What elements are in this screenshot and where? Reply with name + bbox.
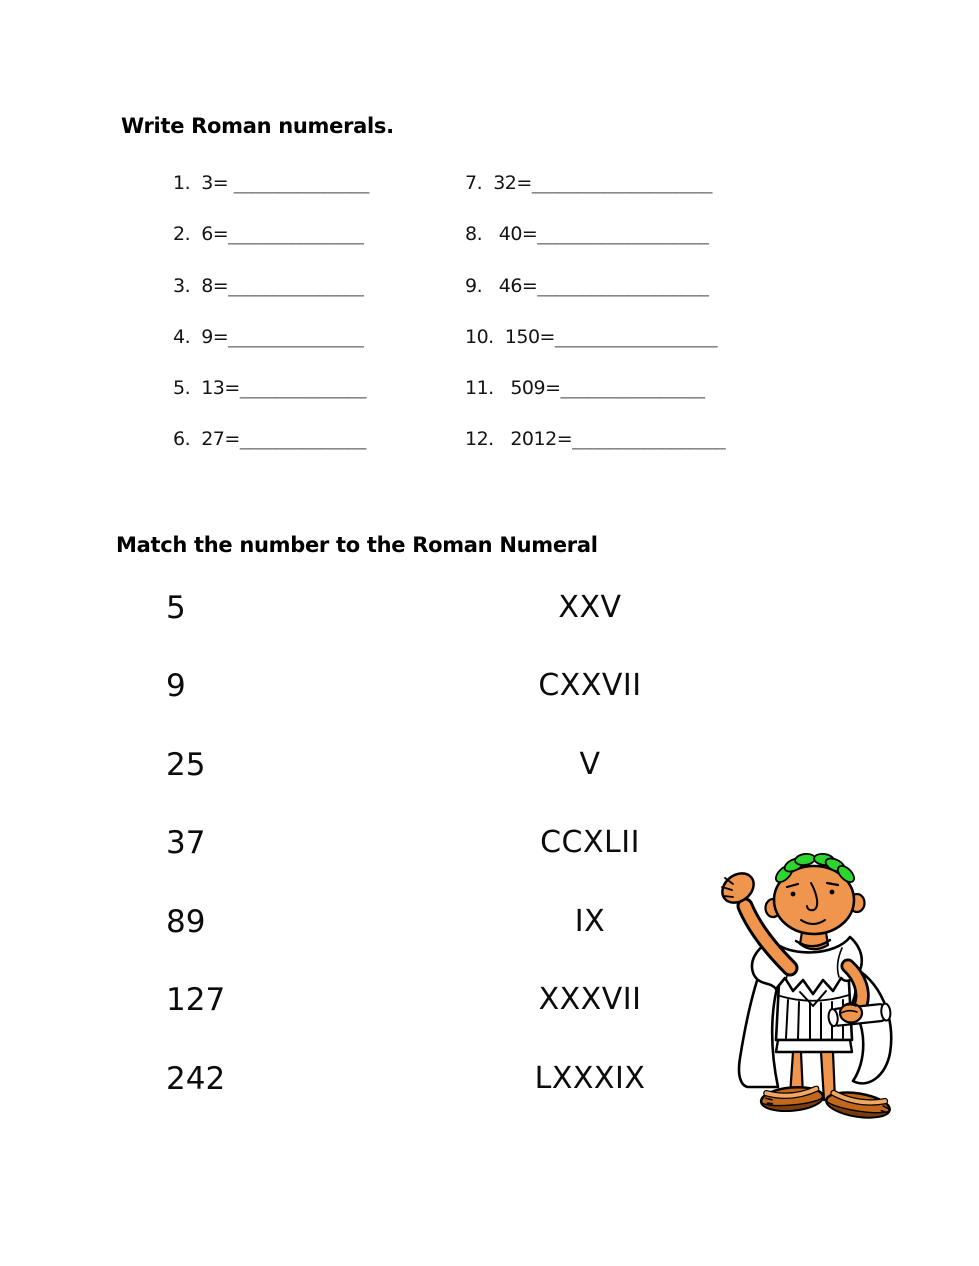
item-blank-line: _________________ bbox=[572, 428, 726, 450]
match-number: 5 bbox=[166, 590, 186, 626]
match-roman-numeral: IX bbox=[574, 904, 606, 939]
item-blank-line: ___________________ bbox=[537, 275, 709, 297]
match-number: 25 bbox=[166, 747, 206, 783]
item-blank-line: ___________________ bbox=[537, 223, 709, 245]
write-item-9 bbox=[465, 277, 708, 296]
write-item-8 bbox=[465, 225, 708, 244]
item-blank-line: _______________ bbox=[233, 172, 369, 194]
item-label: 3. 8= bbox=[173, 275, 229, 297]
item-label: 12. 2012= bbox=[465, 428, 573, 450]
item-label: 7. 32= bbox=[465, 172, 532, 194]
match-roman-numeral: XXV bbox=[558, 590, 622, 625]
item-blank-line: __________________ bbox=[554, 326, 717, 348]
sandal-left bbox=[760, 1085, 824, 1113]
item-blank-line: ________________ bbox=[560, 377, 705, 399]
write-item-4 bbox=[173, 328, 363, 347]
item-blank-line: _______________ bbox=[228, 275, 364, 297]
write-item-3 bbox=[173, 277, 363, 296]
match-roman-numeral: V bbox=[579, 747, 601, 782]
write-item-6 bbox=[173, 430, 366, 449]
item-label: 5. 13= bbox=[173, 377, 240, 399]
match-number: 37 bbox=[166, 825, 206, 861]
item-label: 6. 27= bbox=[173, 428, 240, 450]
match-number: 89 bbox=[166, 904, 206, 940]
item-label: 10. 150= bbox=[465, 326, 555, 348]
write-item-12 bbox=[465, 430, 725, 449]
sandal-right bbox=[825, 1089, 892, 1120]
roman-emperor-illustration bbox=[700, 848, 910, 1120]
item-label: 1. 3= bbox=[173, 172, 234, 194]
match-number: 242 bbox=[166, 1061, 226, 1097]
match-roman-numeral: CCXLII bbox=[540, 825, 640, 860]
item-label: 11. 509= bbox=[465, 377, 561, 399]
item-blank-line: ____________________ bbox=[531, 172, 712, 194]
match-roman-numeral: LXXXIX bbox=[534, 1061, 646, 1096]
write-item-5 bbox=[173, 379, 366, 398]
write-item-7 bbox=[465, 174, 712, 193]
item-blank-line: _______________ bbox=[228, 223, 364, 245]
match-roman-numeral: CXXVII bbox=[538, 668, 642, 703]
write-section-title: Write Roman numerals. bbox=[121, 114, 394, 138]
match-number: 127 bbox=[166, 982, 226, 1018]
item-label: 2. 6= bbox=[173, 223, 229, 245]
write-item-11 bbox=[465, 379, 705, 398]
write-item-2 bbox=[173, 225, 363, 244]
item-label: 4. 9= bbox=[173, 326, 229, 348]
item-blank-line: _______________ bbox=[228, 326, 364, 348]
match-number: 9 bbox=[166, 668, 186, 704]
item-label: 8. 40= bbox=[465, 223, 538, 245]
write-item-10 bbox=[465, 328, 717, 347]
item-label: 9. 46= bbox=[465, 275, 538, 297]
write-item-1 bbox=[173, 174, 369, 193]
item-blank-line: ______________ bbox=[239, 428, 366, 450]
match-section-title: Match the number to the Roman Numeral bbox=[116, 533, 598, 557]
match-roman-numeral: XXXVII bbox=[538, 982, 642, 1017]
item-blank-line: ______________ bbox=[239, 377, 366, 399]
